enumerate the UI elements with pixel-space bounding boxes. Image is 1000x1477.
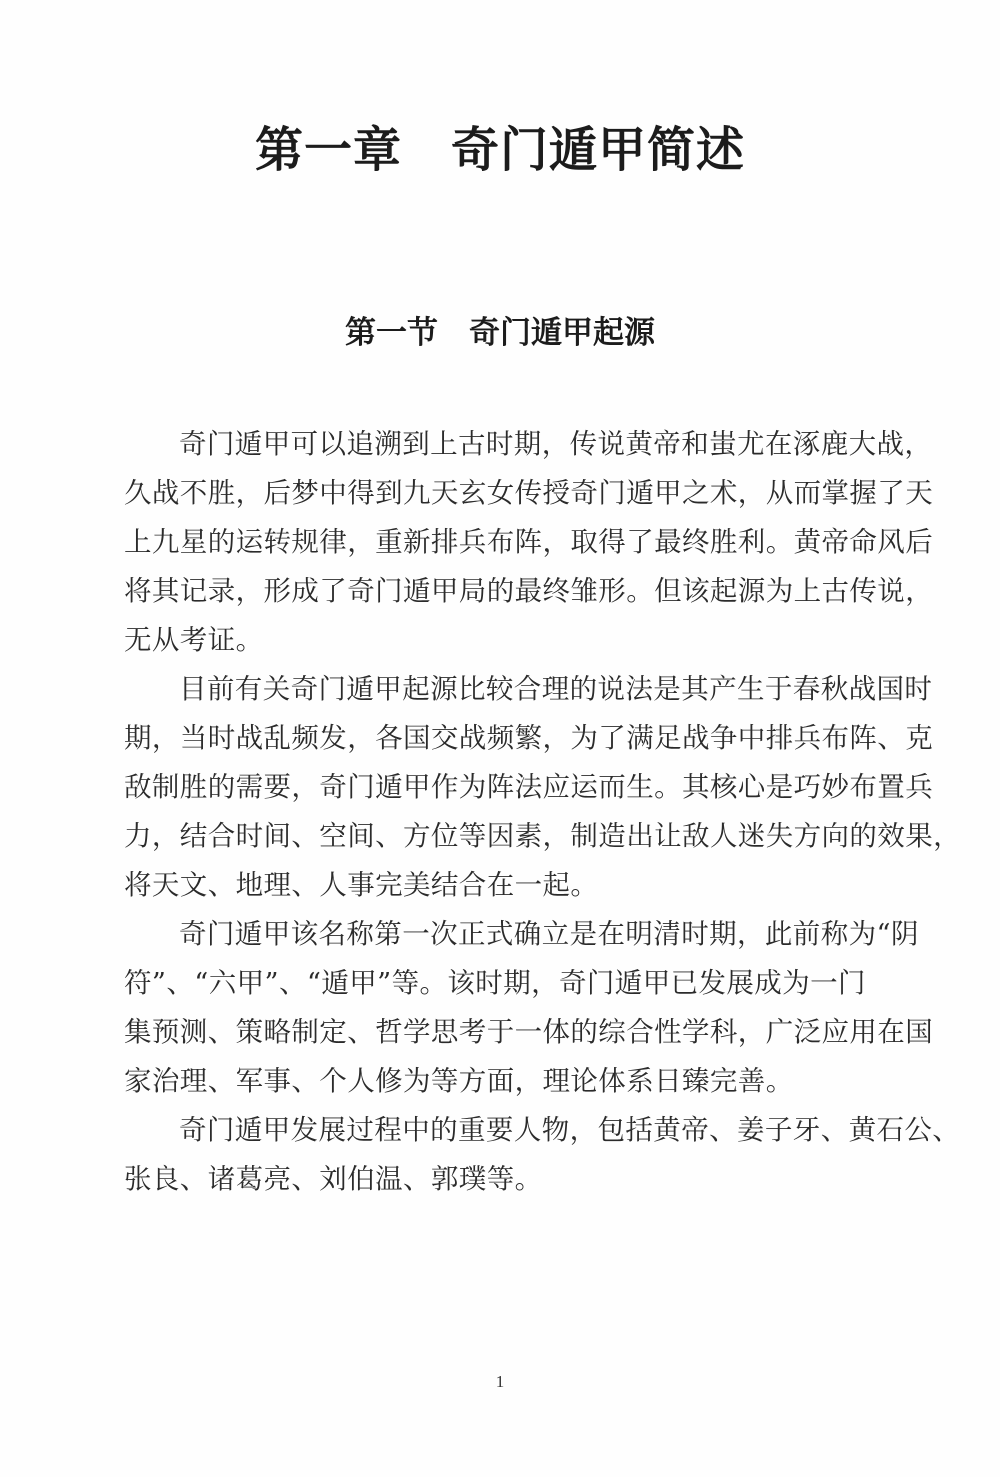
- text-line: 奇门遁甲发展过程中的重要人物，包括黄帝、姜子牙、黄石公、: [179, 1114, 961, 1146]
- section-title: 第一节 奇门遁甲起源: [345, 315, 655, 351]
- text-line: 期，当时战乱频发，各国交战频繁，为了满足战争中排兵布阵、克: [124, 722, 934, 754]
- paragraph-4: [124, 1106, 961, 1204]
- text-line: 张良、诸葛亮、刘伯温、郭璞等。: [124, 1163, 543, 1195]
- paragraph-2: [124, 665, 961, 910]
- text-line: 上九星的运转规律，重新排兵布阵，取得了最终胜利。黄帝命风后: [124, 526, 934, 558]
- text-line: 集预测、策略制定、哲学思考于一体的综合性学科，广泛应用在国: [124, 1016, 934, 1048]
- text-line: 奇门遁甲该名称第一次正式确立是在明清时期，此前称为“阴: [179, 918, 919, 950]
- text-line: 奇门遁甲可以追溯到上古时期，传说黄帝和蚩尤在涿鹿大战，: [179, 428, 933, 460]
- chapter-title: 第一章 奇门遁甲简述: [254, 122, 745, 178]
- text-line: 将天文、地理、人事完美结合在一起。: [124, 869, 599, 901]
- body-text: [124, 420, 961, 1204]
- text-line: 目前有关奇门遁甲起源比较合理的说法是其产生于春秋战国时: [179, 673, 933, 705]
- text-line: 符”、“六甲”、“遁甲”等。该时期，奇门遁甲已发展成为一门: [124, 967, 866, 999]
- text-line: 将其记录，形成了奇门遁甲局的最终雏形。但该起源为上古传说，: [124, 575, 934, 607]
- page-number: 1: [495, 1372, 505, 1391]
- text-line: 无从考证。: [124, 624, 264, 656]
- paragraph-1: [124, 420, 934, 665]
- paragraph-3: [124, 910, 934, 1106]
- text-line: 久战不胜，后梦中得到九天玄女传授奇门遁甲之术，从而掌握了天: [124, 477, 934, 509]
- text-line: 家治理、军事、个人修为等方面，理论体系日臻完善。: [124, 1065, 794, 1097]
- text-line: 力，结合时间、空间、方位等因素，制造出让敌人迷失方向的效果，: [124, 820, 961, 852]
- text-line: 敌制胜的需要，奇门遁甲作为阵法应运而生。其核心是巧妙布置兵: [124, 771, 934, 803]
